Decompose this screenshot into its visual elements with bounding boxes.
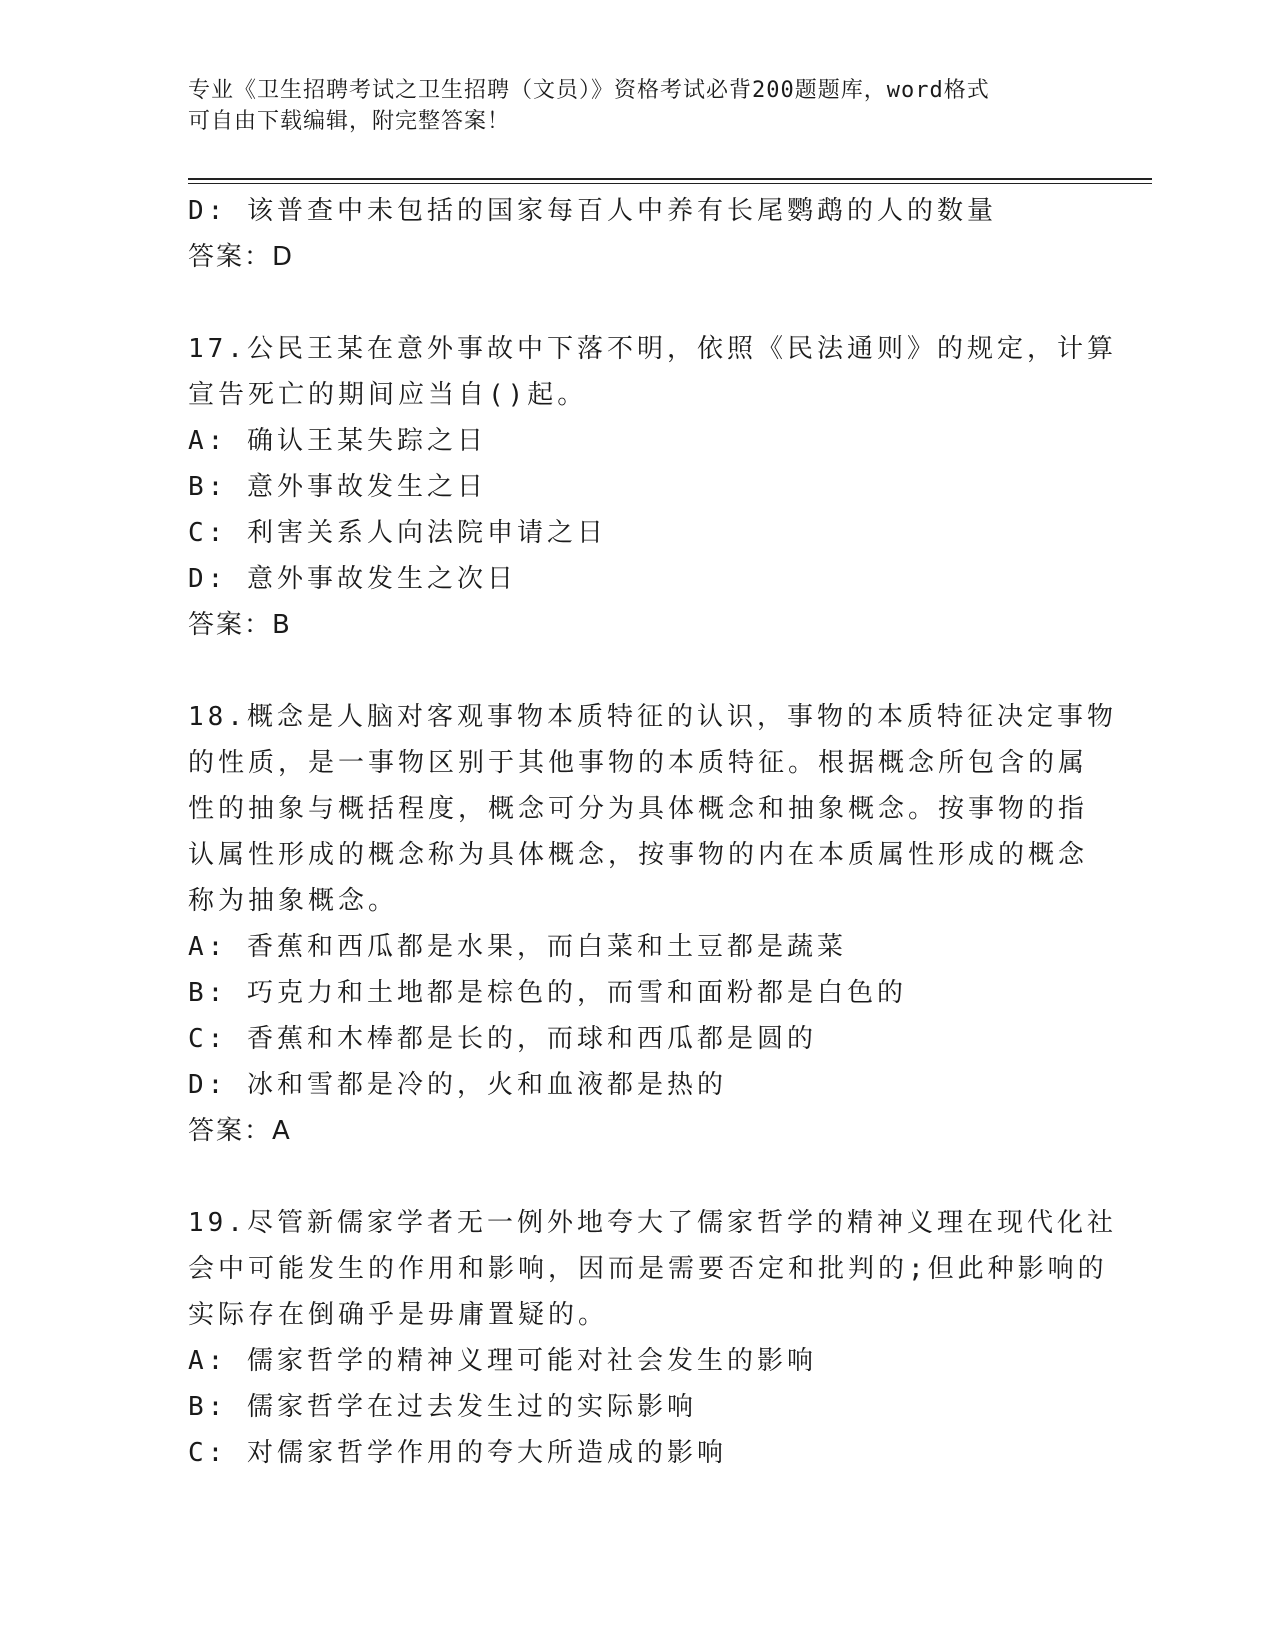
header-line-1: 专业《卫生招聘考试之卫生招聘（文员）》资格考试必背200题题库，word格式 — [188, 78, 990, 103]
question-16-tail — [188, 188, 1088, 280]
option-d: D: 该普查中未包括的国家每百人中养有长尾鹦鹉的人的数量 — [188, 196, 997, 226]
header-divider-thin — [188, 183, 1152, 184]
question-18 — [188, 694, 1117, 1154]
question-stem-line: 18.概念是人脑对客观事物本质特征的认识，事物的本质特征决定事物 — [188, 702, 1117, 732]
header-divider-thick — [188, 178, 1152, 180]
answer-line: 答案：B — [188, 610, 292, 640]
option-d: D: 冰和雪都是冷的，火和血液都是热的 — [188, 1070, 727, 1100]
header-line-2: 可自由下载编辑，附完整答案！ — [188, 109, 511, 134]
question-17 — [188, 326, 1117, 648]
question-stem-line: 的性质，是一事物区别于其他事物的本质特征。根据概念所包含的属 — [188, 748, 1089, 778]
question-stem-line: 17.公民王某在意外事故中下落不明，依照《民法通则》的规定，计算 — [188, 334, 1117, 364]
question-stem-line: 宣告死亡的期间应当自()起。 — [188, 380, 588, 410]
question-stem-line: 19.尽管新儒家学者无一例外地夸大了儒家哲学的精神义理在现代化社 — [188, 1208, 1117, 1238]
question-stem-line: 认属性形成的概念称为具体概念，按事物的内在本质属性形成的概念 — [188, 840, 1089, 870]
option-a: A: 确认王某失踪之日 — [188, 426, 487, 456]
option-b: B: 巧克力和土地都是棕色的，而雪和面粉都是白色的 — [188, 978, 907, 1008]
option-d: D: 意外事故发生之次日 — [188, 564, 517, 594]
page-header — [188, 75, 1068, 137]
option-b: B: 儒家哲学在过去发生过的实际影响 — [188, 1392, 697, 1422]
answer-line: 答案：A — [188, 1116, 292, 1146]
option-c: C: 对儒家哲学作用的夸大所造成的影响 — [188, 1438, 727, 1468]
option-c: C: 香蕉和木棒都是长的，而球和西瓜都是圆的 — [188, 1024, 817, 1054]
option-a: A: 香蕉和西瓜都是水果，而白菜和土豆都是蔬菜 — [188, 932, 847, 962]
option-c: C: 利害关系人向法院申请之日 — [188, 518, 607, 548]
question-stem-line: 称为抽象概念。 — [188, 886, 399, 916]
document-body — [188, 188, 1117, 1476]
question-19 — [188, 1200, 1117, 1476]
option-b: B: 意外事故发生之日 — [188, 472, 487, 502]
answer-line: 答案：D — [188, 242, 295, 272]
question-stem-line: 实际存在倒确乎是毋庸置疑的。 — [188, 1300, 609, 1330]
question-stem-line: 会中可能发生的作用和影响，因而是需要否定和批判的;但此种影响的 — [188, 1254, 1108, 1284]
question-stem-line: 性的抽象与概括程度，概念可分为具体概念和抽象概念。按事物的指 — [188, 794, 1089, 824]
option-a: A: 儒家哲学的精神义理可能对社会发生的影响 — [188, 1346, 817, 1376]
